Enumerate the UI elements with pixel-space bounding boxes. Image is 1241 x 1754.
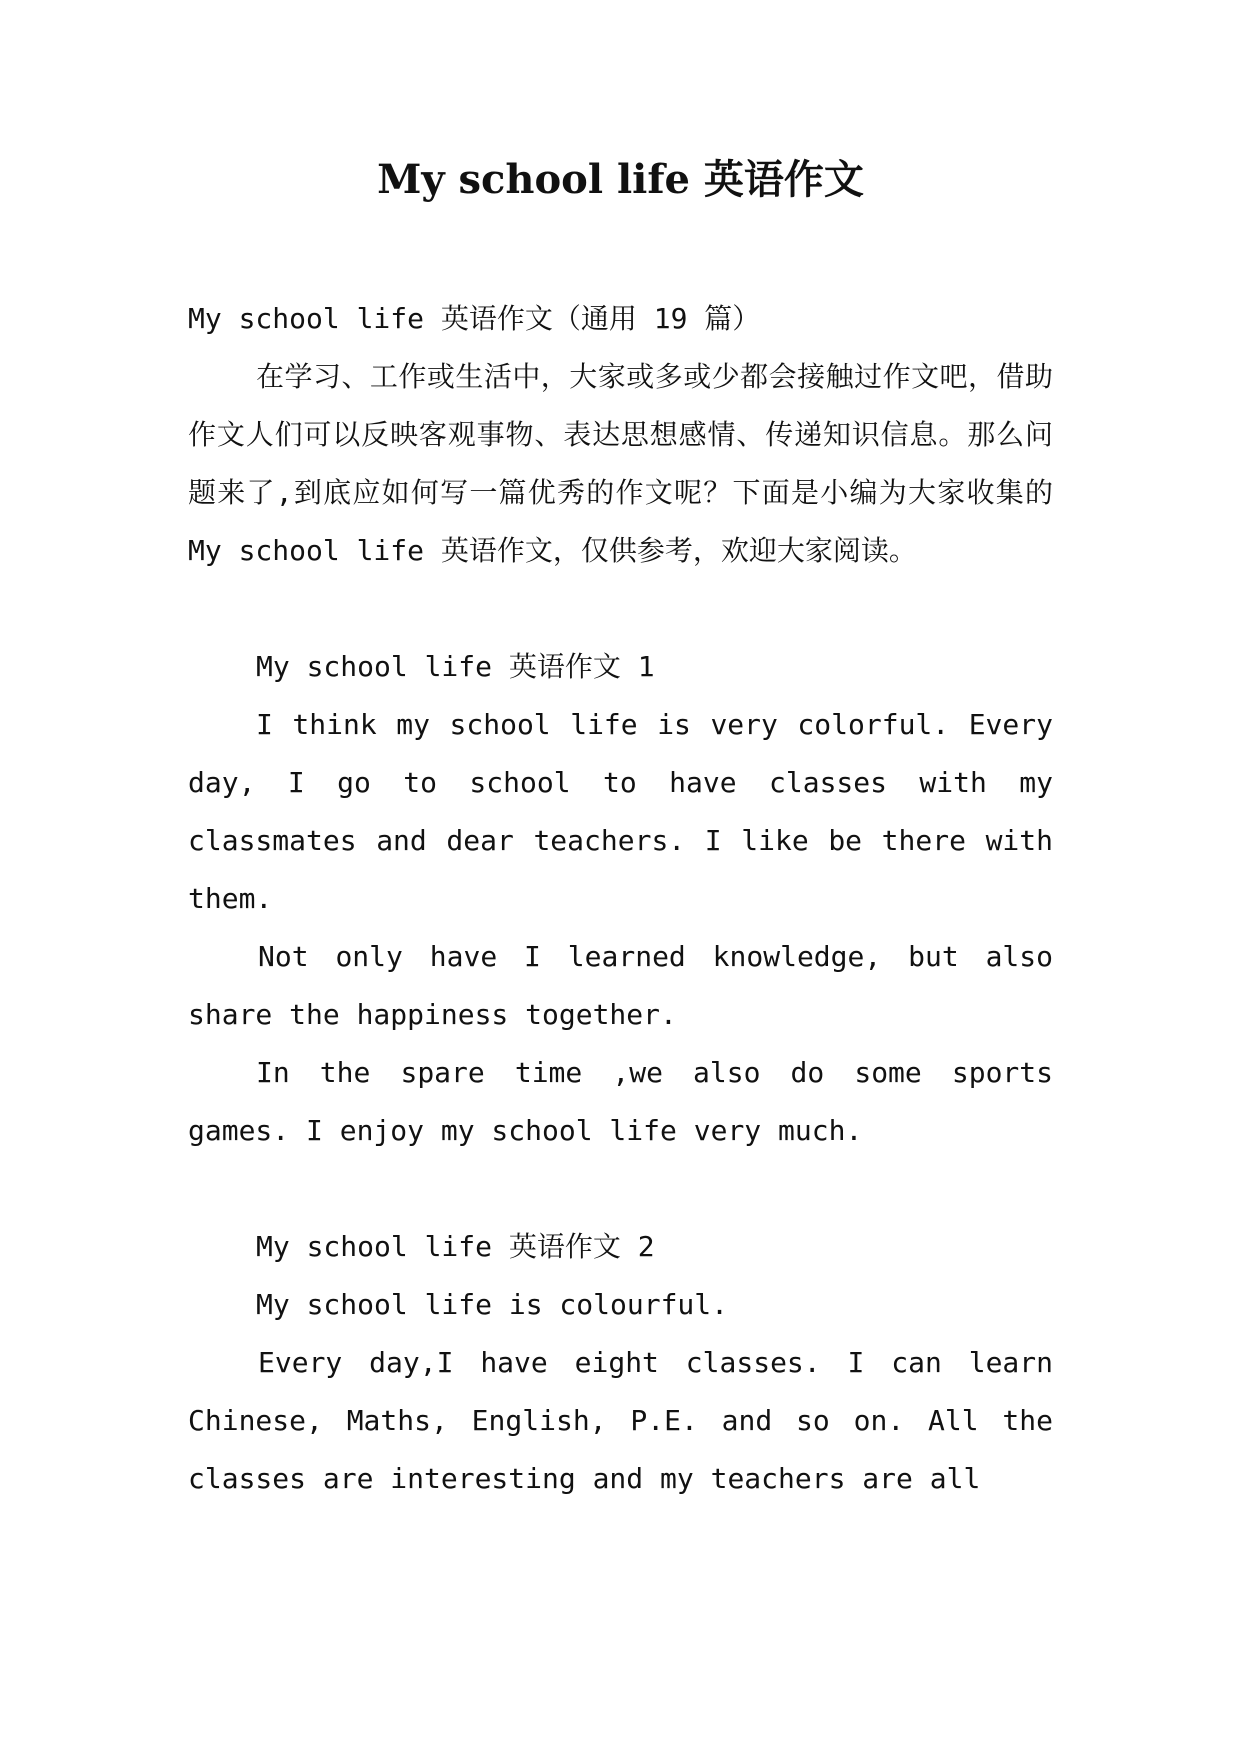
section-spacer [188,580,1053,638]
essay-2-paragraph: Every day,I have eight classes. I can learn Chinese, Maths, English, P.E. and so on. All the classes are interesting and my teachers are all [188,1346,1053,1495]
document-body [188,290,1053,1508]
section-spacer [188,1160,1053,1218]
essay-1-paragraph: Not only have I learned knowledge, but also share the happiness together. [188,940,1053,1031]
document-subtitle: My school life 英语作文（通用 19 篇） [188,302,761,335]
intro-paragraph: 在学习、工作或生活中，大家或多或少都会接触过作文吧，借助作文人们可以反映客观事物、表达思想感情、传递知识信息。那么问题来了,到底应如何写一篇优秀的作文呢？下面是小编为大家收集的 My school life 英语作文，仅供参考，欢迎大家阅读。 [188,360,1053,567]
document-title: My school life 英语作文 [377,156,864,203]
essay-2-heading: My school life 英语作文 2 [256,1230,655,1263]
essay-1-heading: My school life 英语作文 1 [256,650,655,683]
essay-1-paragraph: In the spare time ,we also do some sports games. I enjoy my school life very much. [188,1056,1053,1147]
essay-2-paragraph: My school life is colourful. [256,1288,729,1321]
essay-1-paragraph: I think my school life is very colorful. Every day, I go to school to have classes with my classmates and dear teachers. I like be there with them. [188,708,1053,915]
